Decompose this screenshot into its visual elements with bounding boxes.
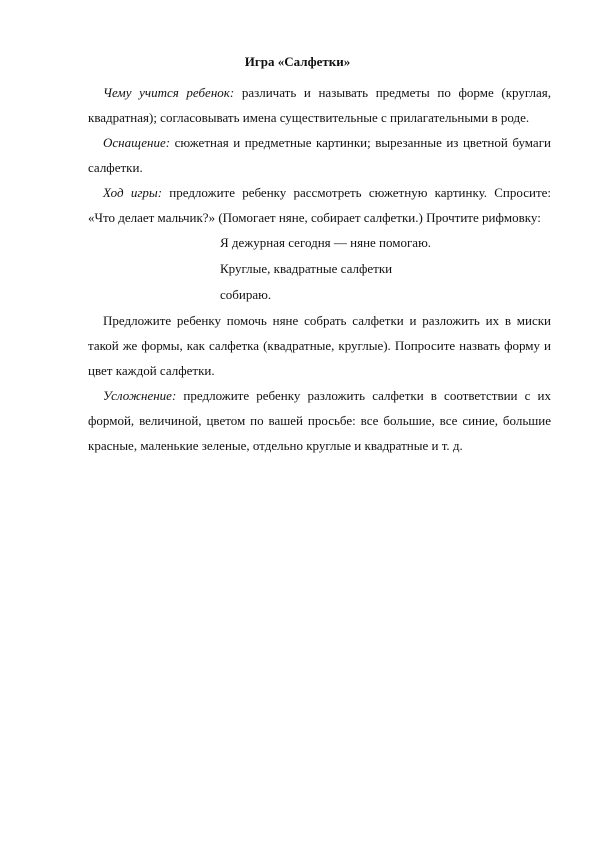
- rhyme-line: Круглые, квадратные салфетки: [220, 261, 393, 276]
- paragraph-text: Предложите ребенку помочь няне собрать салфетки и разложить их в миски такой же формы, как салфетка (квадратные, круглые). Попросите назвать форму и цвет каждой салфетки.: [88, 313, 551, 378]
- rhyme: [220, 230, 551, 308]
- paragraph-lead: Чему учится ребенок:: [103, 85, 235, 100]
- paragraph-lead: Ход игры:: [103, 185, 163, 200]
- document-body: [88, 80, 551, 458]
- paragraph-learning-goal: [88, 80, 551, 130]
- paragraph-text: сюжетная и предметные картинки; вырезанные из цветной бумаги салфетки.: [88, 135, 551, 175]
- paragraph-equipment: [88, 130, 551, 180]
- paragraph-lead: Усложнение:: [103, 388, 177, 403]
- paragraph-lead: Оснащение:: [103, 135, 171, 150]
- paragraph-text: предложите ребенку рассмотреть сюжетную картинку. Спросите: «Что делает мальчик?» (Помогает няне, собирает салфетки.) Прочтите рифмовку:: [88, 185, 552, 225]
- paragraph-text: предложите ребенку разложить салфетки в соответствии с их формой, величиной, цветом по вашей просьбе: все большие, все синие, большие красные, маленькие зеленые, отдельно круглые и квадратные и т. д.: [88, 388, 551, 453]
- paragraph-instructions: [88, 308, 551, 383]
- rhyme-line: собираю.: [220, 287, 272, 302]
- document-title: Игра «Салфетки»: [244, 54, 351, 69]
- paragraph-text: различать и называть предметы по форме (круглая, квадратная); согласовывать имена существительные с прилагательными в роде.: [88, 85, 552, 125]
- paragraph-complication: [88, 383, 551, 458]
- paragraph-game-process: [88, 180, 551, 230]
- rhyme-line: Я дежурная сегодня — няне помогаю.: [220, 235, 432, 250]
